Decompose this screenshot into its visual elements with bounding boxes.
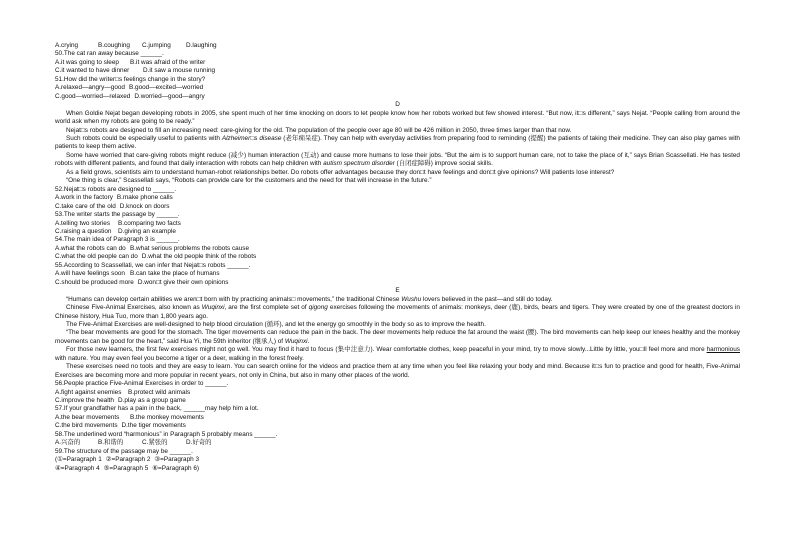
paragraph-text: (自闭症障碍) improve social skills. — [394, 160, 493, 168]
question-stem: 52.Nejat□s robots are designed to ______. — [55, 185, 177, 193]
paragraph — [55, 127, 740, 135]
paragraph-text: Nejat□s robots are designed to fill an increasing need: care-giving for the old. The population of the people over age 80 will be 426 million in 2050, three times larger than that now. — [66, 126, 572, 134]
option: D.knock on doors — [119, 202, 170, 210]
option: B.coughing — [98, 42, 130, 49]
option: C.紧张的 — [142, 439, 168, 447]
option: ⑥=Paragraph 6) — [152, 464, 200, 472]
option: A.what the robots can do — [55, 244, 126, 252]
passage-label: D — [395, 101, 400, 109]
option-row — [55, 456, 740, 464]
paragraph-text: Such robots could be especially useful to patients with — [66, 134, 222, 142]
paragraph-text: . — [307, 337, 310, 345]
paragraph — [55, 363, 740, 380]
option: C.the bird movements — [55, 422, 118, 430]
italic-term: Wuqinxi — [284, 337, 308, 345]
option: D.it saw a mouse running — [143, 67, 216, 75]
question-stem: 51.How did the writer□s feelings change in the story? — [55, 75, 206, 83]
italic-term: qigong — [308, 304, 328, 312]
question-stem: 50.The cat ran away because ______. — [55, 50, 164, 58]
option: D.won□t give their own opinions — [137, 278, 229, 286]
paragraph-text: lovers believed in the past—and still do today. — [421, 295, 553, 303]
option: B.good—excited—worried — [128, 84, 204, 92]
option: D.worried—good—angry — [134, 92, 205, 100]
option: B.it was afraid of the writer — [130, 58, 206, 66]
paragraph-text: with nature. You may even feel you become a tiger or a deer, walking in the forest freely. — [55, 354, 304, 362]
option: D.giving an example — [118, 227, 176, 235]
paragraph — [55, 135, 740, 152]
option: A.the bear movements — [55, 413, 120, 421]
option: (①=Paragraph 1 — [55, 456, 102, 464]
paragraph-text: “One thing is clear,” Scassellati says, “Robots can provide care for the customers and the need for that will increase in the future.” — [66, 177, 432, 185]
underlined-word: harmonious — [706, 346, 740, 354]
paragraph — [55, 152, 740, 169]
paragraph-text: “The bear movements are good for the stomach. The tiger movements can reduce the pain in the back. The deer movements help reduce the fat around the waist (腰). The bird movements can help keep our knees healthy and the monkey movements can be good for the heart,” said Hua Yi, the 59th inheritor (继承人) of — [55, 329, 740, 345]
paragraph — [55, 296, 740, 304]
question-stem: 59.The structure of the passage may be ______. — [55, 447, 193, 455]
option: A.will have feelings soon — [55, 270, 125, 278]
option: C.what the old people can do — [55, 253, 138, 261]
question-stem: 56.People practice Five-Animal Exercises in order to ______. — [55, 380, 229, 388]
option: C.jumping — [142, 42, 171, 49]
option-row — [55, 439, 740, 447]
option: A.fight against enemies — [55, 388, 122, 396]
option: C.take care of the old — [55, 202, 116, 210]
option: A.relaxed—angry—good — [55, 84, 125, 92]
option: A.兴奋的 — [55, 439, 81, 447]
option: A.it was going to sleep — [55, 58, 119, 66]
option: D.好奇的 — [186, 439, 212, 447]
option-row — [55, 253, 740, 261]
option-row — [55, 203, 740, 211]
paragraph-text: These exercises need no tools and they are easy to learn. You can search online for the videos and practice them at any time when you feel like relaxing your body and mind. Because it□s fun to practice and good for health, Five-Animal Exercises are becoming more and more popular in recent years, not only in China, but also in many other places of the world. — [55, 363, 740, 379]
option: B.what serious problems the robots cause — [130, 244, 249, 252]
italic-term: Alzheimer□s disease — [221, 134, 282, 142]
option-row — [55, 422, 740, 430]
option: B.protect wild animals — [128, 388, 191, 396]
paragraph — [55, 329, 740, 346]
option: B.can take the place of humans — [130, 270, 220, 278]
option-row — [55, 220, 740, 228]
italic-term: Wushu — [401, 295, 422, 303]
option: C.raising a question — [55, 227, 112, 235]
option: B.make phone calls — [116, 194, 173, 202]
paragraph — [55, 346, 740, 363]
option-row — [55, 228, 740, 236]
paragraph-text: For those new learners, the first few exercises might not go well. You may find it hard to focus (集中注意力). Wear comfortable clothes, keep peaceful in your mind, try to move slowly...Little by little, you□ll feel more and more — [66, 346, 707, 354]
paragraph — [55, 177, 740, 185]
paragraph — [55, 169, 740, 177]
option-row — [55, 270, 740, 278]
option-row — [55, 84, 740, 92]
option: ④=Paragraph 4 — [55, 464, 100, 472]
option-row — [55, 194, 740, 202]
option-row — [55, 389, 740, 397]
option: C.it wanted to have dinner — [55, 67, 130, 75]
option: A.work in the factory — [55, 194, 113, 202]
option: ⑤=Paragraph 5 — [103, 464, 149, 472]
option-row — [55, 465, 740, 473]
question-stem: 58.The underlined word “harmonious” in Paragraph 5 probably means ______. — [55, 430, 278, 438]
document-body — [55, 42, 740, 473]
option-row — [55, 279, 740, 287]
option: D.play as a group game — [118, 397, 186, 405]
question-stem: 53.The writer starts the passage by ______. — [55, 211, 180, 219]
option-row — [55, 42, 740, 50]
option-row — [55, 245, 740, 253]
paragraph-text: Some have worried that care-giving robots might reduce (减少) human interaction (互动) and cause more humans to lose their jobs. “But the aim is to support human care, not to take the place of it,” says Brian Scassellati. He has tested robots with different patients, and found that daily interaction with robots can help children with — [55, 151, 740, 168]
option: C.improve the health — [55, 397, 114, 405]
paragraph-text: , are the first complete set of — [224, 304, 309, 312]
option: B.the monkey movements — [130, 413, 204, 421]
option-row — [55, 59, 740, 67]
paragraph-text: The Five-Animal Exercises are well-designed to help blood circulation (循环), and let the energy go smoothly in the body so as to improve the health. — [66, 320, 486, 328]
option: D.laughing — [186, 42, 217, 49]
option: D.what the old people think of the robots — [141, 253, 257, 261]
option-row — [55, 397, 740, 405]
option: D.the tiger movements — [121, 422, 186, 430]
question-stem: 57.If your grandfather has a pain in the back, ______may help him a lot. — [55, 405, 259, 413]
paragraph-text: exercises following the movements of animals: monkeys, deer (鹿), birds, bears and tigers. They were created by one of the greatest doctors in Chinese history, Hua Tuo, more than 1,800 years ago. — [55, 304, 740, 320]
option: B.和谐的 — [98, 439, 124, 447]
option: B.comparing two facts — [118, 219, 181, 227]
option-row — [55, 93, 740, 101]
paragraph — [55, 110, 740, 127]
paragraph-text: When Goldie Nejat began developing robots in 2005, she spent much of her time knocking on doors to let people know how her robots worked but few showed interest. “But now, it□s different,” says Nejat. “People calling from around the world ask when my robots are going to be ready.” — [55, 109, 740, 126]
option: A.crying — [55, 42, 79, 49]
paragraph-text: As a field grows, scientists aim to understand human-robot relationships better. Do robots offer advantages because they don□t have feelings and don□t give opinions? Will patients lose interest? — [66, 168, 615, 176]
option: C.good—worried—relaxed — [55, 92, 131, 100]
paragraph-text: “Humans can develop certain abilities we aren□t born with by practicing animals□ movements,” the traditional Chinese — [66, 295, 402, 303]
passage-label: E — [395, 287, 400, 295]
italic-term: autism spectrum disorder — [323, 160, 395, 168]
option: ③=Paragraph 3 — [154, 456, 200, 464]
paragraph-text: Chinese Five-Animal Exercises, also known as — [66, 304, 202, 312]
option-row — [55, 67, 740, 75]
paragraph-text: (老年痴呆症). They can help with everyday activities from preparing food to reminding (提醒) the patients of taking their medicine. They can also play games with patients to keep them active. — [55, 134, 740, 151]
option: ②=Paragraph 2 — [105, 456, 151, 464]
option: C.should be produced more — [55, 278, 134, 286]
italic-term: Wuqinxi — [201, 304, 225, 312]
paragraph — [55, 304, 740, 321]
question-stem: 54.The main idea of Paragraph 3 is ______. — [55, 236, 180, 244]
option-row — [55, 414, 740, 422]
option: A.telling two stories — [55, 219, 111, 227]
question-stem: 55.According to Scassellati, we can infer that Nejat□s robots ______. — [55, 261, 251, 269]
